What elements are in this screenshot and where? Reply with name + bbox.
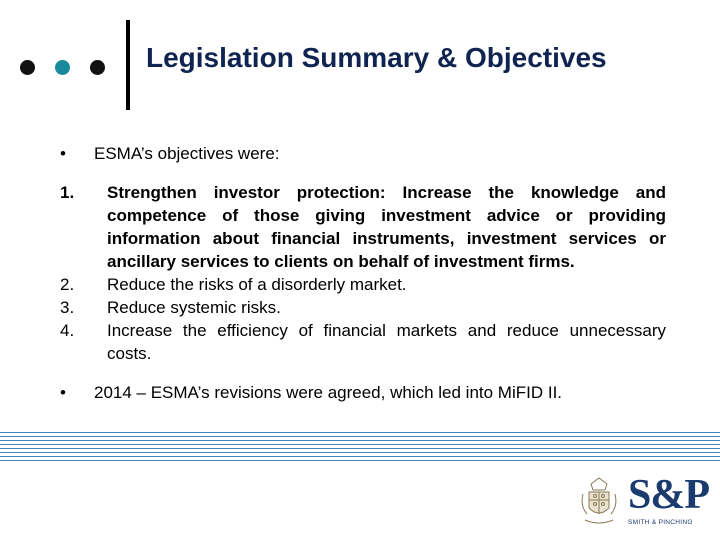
objective-number: 3. (60, 298, 75, 317)
heraldic-crest-icon (577, 474, 621, 530)
objective-text: Increase the efficiency of financial markets and reduce unnecessary costs. (107, 321, 666, 363)
dot-1 (20, 60, 35, 75)
closing-text: 2014 – ESMA’s revisions were agreed, which led into MiFID II. (94, 383, 563, 402)
slide-body (60, 142, 666, 404)
logo-wordmark: S&P (628, 472, 709, 518)
dot-3 (90, 60, 105, 75)
objective-number: 4. (60, 321, 75, 340)
footer-rule-band (0, 432, 720, 462)
intro-bullet (60, 142, 666, 165)
objective-item-2 (60, 273, 666, 296)
bullet-mark: • (60, 144, 66, 163)
objective-text: Reduce systemic risks. (107, 298, 281, 317)
objective-item-4 (60, 319, 666, 365)
closing-bullet (60, 381, 666, 404)
title-divider (126, 20, 130, 110)
bullet-mark: • (60, 383, 66, 402)
objective-text: Strengthen investor protection: Increase the knowledge and competence of those giving investment advice or providing information about financial instruments, investment services or ancillary services to clients on behalf of investment firms. (107, 183, 666, 271)
objectives-list (60, 181, 666, 365)
company-logo (628, 474, 714, 532)
objective-item-3 (60, 296, 666, 319)
objective-number: 1. (60, 183, 75, 202)
dot-2 (55, 60, 70, 75)
page-title: Legislation Summary & Objectives (146, 42, 607, 73)
objective-item-1 (60, 181, 666, 273)
objective-number: 2. (60, 275, 75, 294)
objective-text: Reduce the risks of a disorderly market. (107, 275, 407, 294)
intro-text: ESMA’s objectives were: (94, 144, 280, 163)
decorative-dots (0, 60, 120, 80)
logo-subtitle: SMITH & PINCHING (628, 519, 693, 526)
